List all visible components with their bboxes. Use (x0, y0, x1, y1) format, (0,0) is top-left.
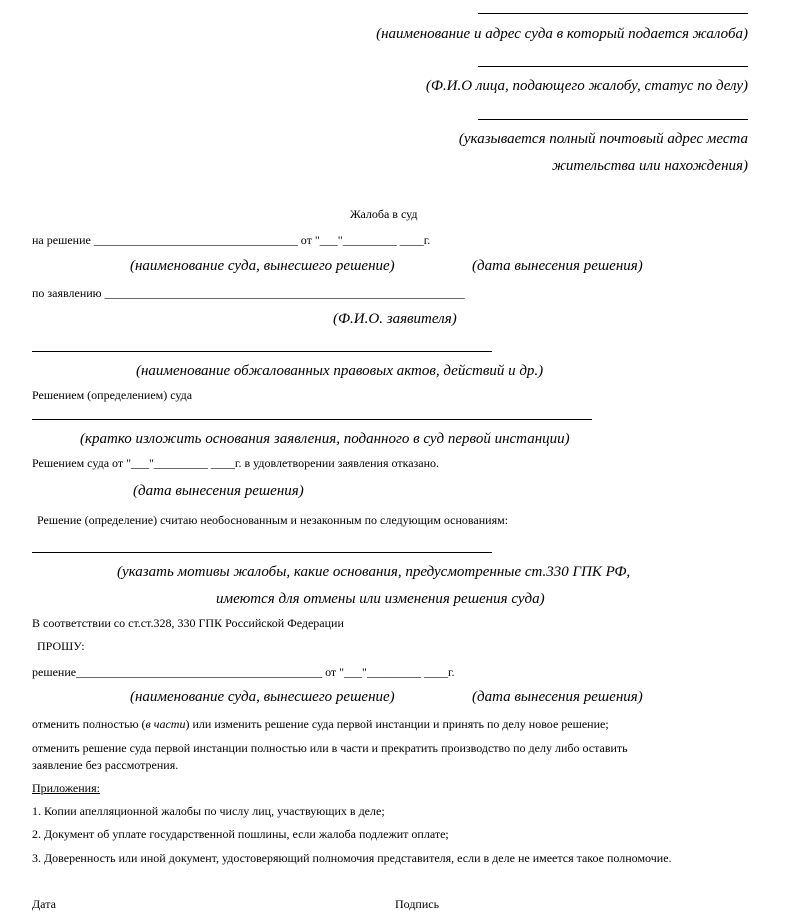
ruling-label: Решением (определением) суда (32, 388, 193, 402)
attachment-item: 3. Доверенность или иной документ, удостоверяющий полномочия представителя, если в деле не имеется такое полномочие. (32, 851, 672, 865)
applicant-hint: (Ф.И.О. заявителя) (333, 311, 457, 327)
acts-hint: (наименование обжалованных правовых актов, действий и др.) (136, 363, 544, 379)
attachments-label: Приложения: (32, 781, 100, 795)
document-title: Жалоба в суд (350, 207, 418, 221)
applicant-name-hint: (Ф.И.О лица, подающего жалобу, статус по делу) (425, 78, 748, 94)
grounds-hint-line-2: имеются для отмены или изменения решения суда) (216, 591, 545, 607)
request-date-hint: (дата вынесения решения) (472, 689, 643, 705)
address-hint-line-2: жительства или нахождения) (551, 158, 748, 174)
applicant-name-blank (478, 66, 748, 67)
address-hint-line-1: (указывается полный почтовый адрес места (458, 131, 748, 147)
acts-blank (32, 351, 492, 352)
ruling-hint: (кратко изложить основания заявления, поданного в суд первой инстанции) (80, 431, 570, 447)
address-blank (478, 119, 748, 120)
in-part-text: в части (145, 717, 186, 731)
ruling-blank (32, 419, 592, 420)
statement-line: по заявлению ____________________________________________________________ (32, 286, 465, 300)
date-label: Дата (32, 897, 56, 911)
refusal-line: Решением суда от "___"_________ ____г. в удовлетворении заявления отказано. (32, 456, 440, 470)
court-name-blank (478, 13, 748, 14)
decision-date-hint: (дата вынесения решения) (472, 258, 643, 274)
grounds-blank (32, 552, 492, 553)
request-decision-line: решение_________________________________________ от "___"_________ ____г. (32, 665, 455, 679)
attachment-item: 1. Копии апелляционной жалобы по числу лиц, участвующих в деле; (32, 804, 385, 818)
option-terminate-line-2: заявление без рассмотрения. (32, 758, 179, 772)
grounds-hint-line-1: (указать мотивы жалобы, какие основания, предусмотренные ст.330 ГПК РФ, (117, 564, 631, 580)
decision-court-hint: (наименование суда, вынесшего решение) (130, 258, 395, 274)
decision-line: на решение __________________________________ от "___"_________ ____г. (32, 233, 431, 247)
signature-label: Подпись (395, 897, 440, 911)
attachment-item: 2. Документ об уплате государственной пошлины, если жалоба подлежит оплате; (32, 827, 449, 841)
request-court-hint: (наименование суда, вынесшего решение) (130, 689, 395, 705)
court-name-hint: (наименование и адрес суда в который подается жалоба) (376, 26, 748, 42)
basis-line: В соответствии со ст.ст.328, 330 ГПК Российской Федерации (32, 616, 344, 630)
grounds-line: Решение (определение) считаю необоснованным и незаконным по следующим основаниям: (37, 513, 509, 527)
option-cancel-change: отменить полностью (в части) или изменить решение суда первой инстанции и принять по делу новое решение; (32, 717, 609, 731)
request-label: ПРОШУ: (37, 639, 85, 653)
option-terminate-line-1: отменить решение суда первой инстанции полностью или в части и прекратить производство по делу либо оставить (32, 741, 628, 755)
refusal-date-hint: (дата вынесения решения) (133, 483, 304, 499)
